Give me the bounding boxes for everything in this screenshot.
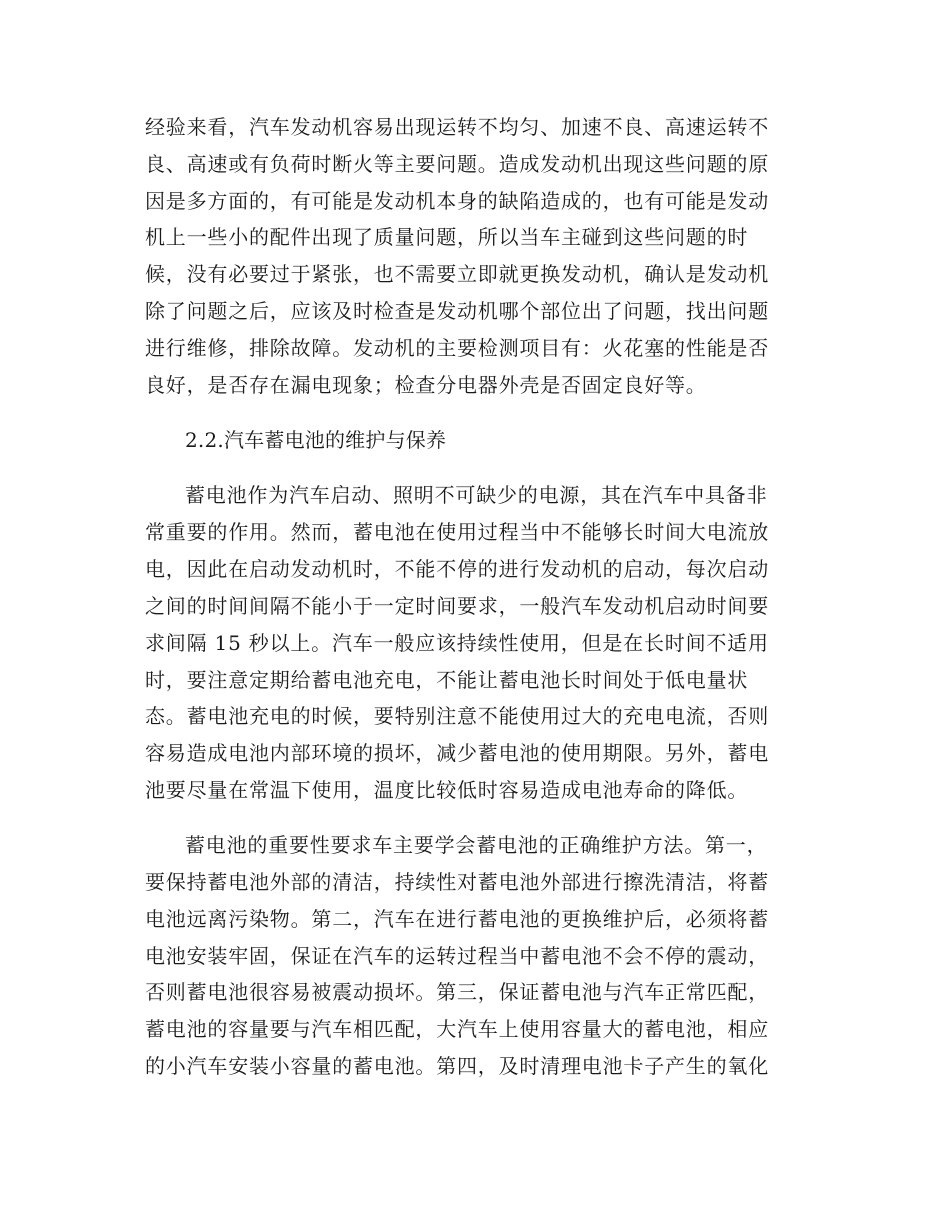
paragraph-3-line-5: 否则蓄电池很容易被震动损坏。第三，保证蓄电池与汽车正常匹配， — [145, 980, 769, 1004]
paragraph-1-line-4: 机上一些小的配件出现了质量问题，所以当车主碰到这些问题的时 — [145, 225, 749, 249]
paragraph-3-line-7: 的小汽车安装小容量的蓄电池。第四，及时清理电池卡子产生的氧化 — [145, 1054, 769, 1078]
paragraph-3-line-4: 电池安装牢固，保证在汽车的运转过程当中蓄电池不会不停的震动， — [145, 944, 769, 968]
paragraph-2-line-6: 时，要注意定期给蓄电池充电，不能让蓄电池长时间处于低电量状 — [145, 668, 749, 692]
paragraph-1-line-5: 候，没有必要过于紧张，也不需要立即就更换发动机，确认是发动机 — [145, 262, 769, 286]
paragraph-2-line-4: 之间的时间间隔不能小于一定时间要求，一般汽车发动机启动时间要 — [145, 594, 769, 618]
paragraph-1-line-7: 进行维修，排除故障。发动机的主要检测项目有：火花塞的性能是否 — [145, 336, 769, 360]
paragraph-2-line-8: 容易造成电池内部环境的损坏，减少蓄电池的使用期限。另外，蓄电 — [145, 741, 769, 765]
paragraph-2-line-5: 求间隔 15 秒以上。汽车一般应该持续性使用，但是在长时间不适用 — [145, 631, 769, 655]
paragraph-3-line-1: 蓄电池的重要性要求车主要学会蓄电池的正确维护方法。第一， — [185, 833, 768, 857]
paragraph-2-line-9: 池要尽量在常温下使用，温度比较低时容易造成电池寿命的降低。 — [145, 778, 749, 802]
paragraph-1-line-2: 良、高速或有负荷时断火等主要问题。造成发动机出现这些问题的原 — [145, 152, 769, 176]
paragraph-2-line-2: 常重要的作用。然而，蓄电池在使用过程当中不能够长时间大电流放 — [145, 520, 769, 544]
paragraph-1-line-1: 经验来看，汽车发动机容易出现运转不均匀、加速不良、高速运转不 — [145, 115, 769, 139]
paragraph-3-line-6: 蓄电池的容量要与汽车相匹配，大汽车上使用容量大的蓄电池，相应 — [145, 1017, 769, 1041]
paragraph-1-line-6: 除了问题之后，应该及时检查是发动机哪个部位出了问题，找出问题 — [145, 299, 769, 323]
paragraph-2-line-1: 蓄电池作为汽车启动、照明不可缺少的电源，其在汽车中具备非 — [185, 483, 768, 507]
section-heading: 2.2.汽车蓄电池的维护与保养 — [185, 428, 447, 452]
paragraph-3-line-3: 电池远离污染物。第二，汽车在进行蓄电池的更换维护后，必须将蓄 — [145, 907, 769, 931]
paragraph-2-line-3: 电，因此在启动发动机时，不能不停的进行发动机的启动，每次启动 — [145, 557, 769, 581]
paragraph-1-line-8: 良好，是否存在漏电现象；检查分电器外壳是否固定良好等。 — [145, 373, 707, 397]
paragraph-2-line-7: 态。蓄电池充电的时候，要特别注意不能使用过大的充电电流，否则 — [145, 704, 769, 728]
paragraph-1-line-3: 因是多方面的，有可能是发动机本身的缺陷造成的，也有可能是发动 — [145, 189, 769, 213]
paragraph-3-line-2: 要保持蓄电池外部的清洁，持续性对蓄电池外部进行擦洗清洁，将蓄 — [145, 870, 769, 894]
